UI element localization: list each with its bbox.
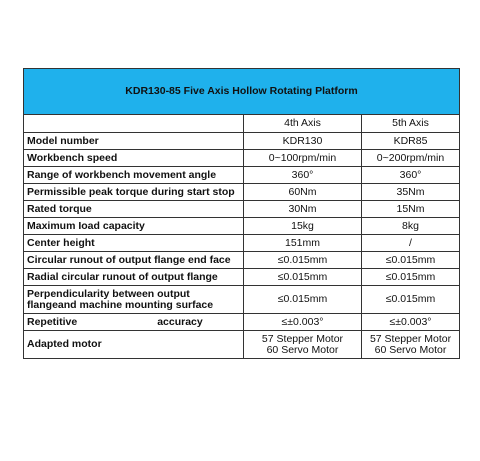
cell-4th-axis: ≤0.015mm (244, 286, 362, 314)
cell-4th-axis: ≤±0.003° (244, 314, 362, 331)
row-label-line1: Perpendicularity between output (27, 287, 190, 300)
row-label: Rated torque (24, 201, 244, 218)
cell-5th-axis: 8kg (362, 218, 460, 235)
row-label: Center height (24, 235, 244, 252)
cell-line1: 57 Stepper Motor (261, 332, 344, 345)
row-label (24, 286, 244, 314)
cell-5th-axis: / (362, 235, 460, 252)
table-row (24, 286, 460, 314)
table-row (24, 184, 460, 201)
row-label: Maximum Ioad capacity (24, 218, 244, 235)
cell-5th-axis: ≤0.015mm (362, 286, 460, 314)
cell-line2: 60 Servo Motor (374, 343, 447, 356)
row-label: Circular runout of output flange end face (24, 252, 244, 269)
cell-4th-axis: 15kg (244, 218, 362, 235)
row-label: Permissible peak torque during start stop (24, 184, 244, 201)
row-label (24, 314, 244, 331)
table-row (24, 331, 460, 359)
table-row (24, 314, 460, 331)
cell-5th-axis: 0~200rpm/min (362, 150, 460, 167)
cell-5th-axis: 360° (362, 167, 460, 184)
cell-4th-axis: ≤0.015mm (244, 252, 362, 269)
cell-5th-axis: 35Nm (362, 184, 460, 201)
table-row (24, 150, 460, 167)
cell-4th-axis: 0~100rpm/min (244, 150, 362, 167)
cell-4th-axis: 60Nm (244, 184, 362, 201)
row-label: Range of workbench movement angle (24, 167, 244, 184)
cell-4th-axis: 360° (244, 167, 362, 184)
row-label: Model number (24, 133, 244, 150)
cell-5th-axis: KDR85 (362, 133, 460, 150)
cell-4th-axis: 30Nm (244, 201, 362, 218)
spec-table (23, 68, 460, 359)
cell-5th-axis (362, 331, 460, 359)
table-title: KDR130-85 Five Axis Hollow Rotating Platform (24, 69, 460, 115)
table-row (24, 269, 460, 286)
header-5th-axis: 5th Axis (362, 115, 460, 133)
table-row (24, 235, 460, 252)
row-label-part2: accuracy (157, 315, 203, 328)
row-label-line2: flangeand machine mounting surface (27, 298, 214, 311)
cell-5th-axis: 15Nm (362, 201, 460, 218)
cell-4th-axis (244, 331, 362, 359)
row-label: Adapted motor (24, 331, 244, 359)
row-label: Workbench speed (24, 150, 244, 167)
header-4th-axis: 4th Axis (244, 115, 362, 133)
header-empty-cell (24, 115, 244, 133)
table-row (24, 167, 460, 184)
cell-5th-axis: ≤±0.003° (362, 314, 460, 331)
cell-line2: 60 Servo Motor (266, 343, 339, 356)
table-row (24, 201, 460, 218)
table-title-row (24, 69, 460, 115)
table-header-row (24, 115, 460, 133)
cell-5th-axis: ≤0.015mm (362, 269, 460, 286)
cell-5th-axis: ≤0.015mm (362, 252, 460, 269)
table-row (24, 218, 460, 235)
table-row (24, 133, 460, 150)
cell-4th-axis: ≤0.015mm (244, 269, 362, 286)
table-row (24, 252, 460, 269)
row-label-part1: Repetitive (27, 315, 78, 328)
row-label: Radial circular runout of output flange (24, 269, 244, 286)
cell-4th-axis: KDR130 (244, 133, 362, 150)
cell-line1: 57 Stepper Motor (369, 332, 452, 345)
cell-4th-axis: 151mm (244, 235, 362, 252)
